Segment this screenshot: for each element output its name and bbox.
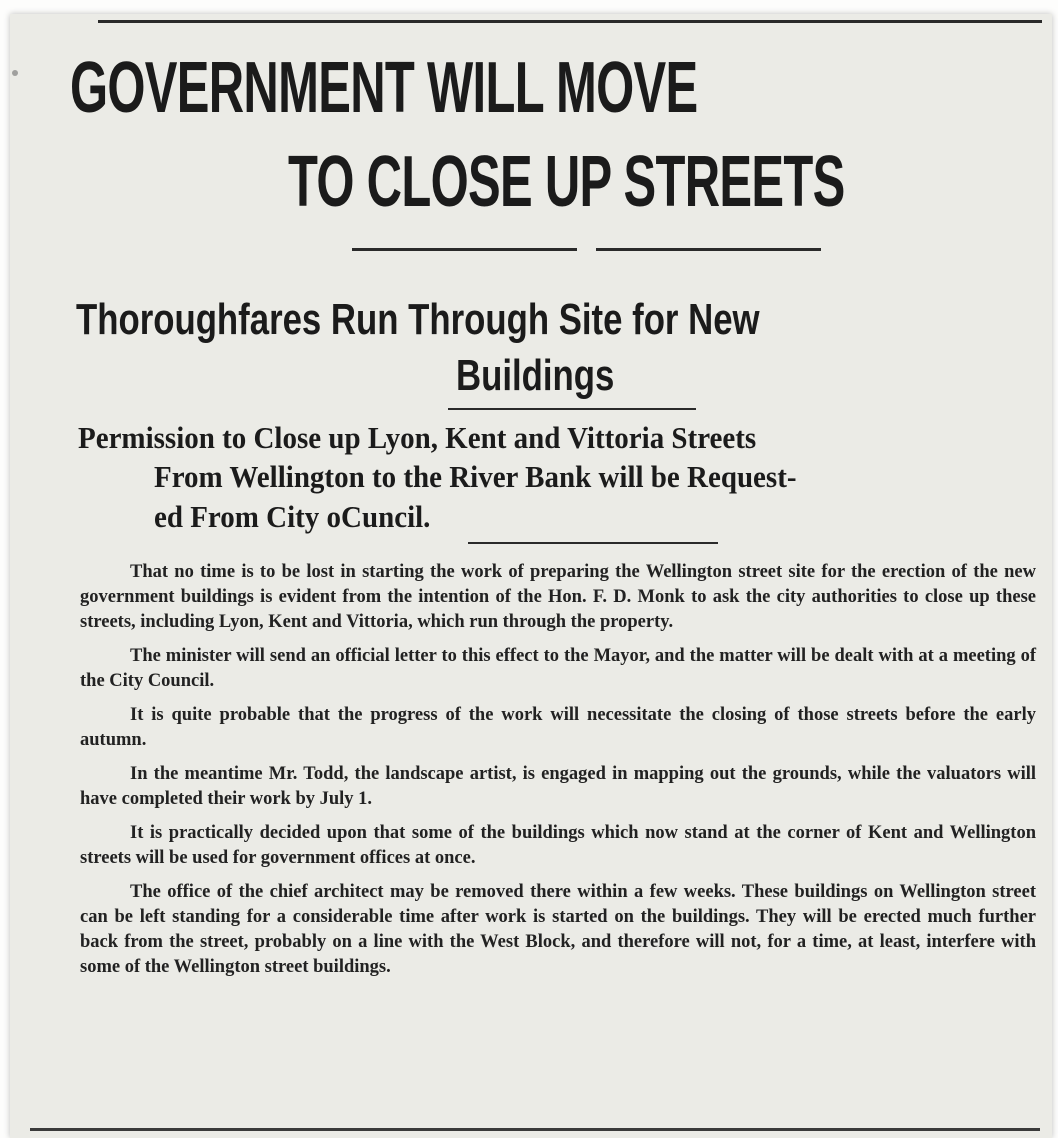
print-speck (12, 70, 18, 76)
top-rule (98, 20, 1042, 23)
headline-line-2: TO CLOSE UP STREETS (288, 142, 845, 222)
article-paragraph: The minister will send an official letter to this effect to the Mayor, and the matter will be dealt with at a meeting of the City Council. (80, 646, 1036, 691)
article-paragraph: That no time is to be lost in starting the work of preparing the Wellington street site for the erection of the new government buildings is evident from the intention of the Hon. F. D. Monk to ask the city authorities to close up these streets, including Lyon, Kent and Vittoria, which run through the property. (80, 562, 1036, 632)
article-paragraph: In the meantime Mr. Todd, the landscape artist, is engaged in mapping out the grounds, while the valuators will have completed their work by July 1. (80, 764, 1036, 809)
bottom-rule (30, 1128, 1040, 1131)
deck-line-2: From Wellington to the River Bank will be Request- (154, 459, 797, 494)
subheadline-line-1: Thoroughfares Run Through Site for New (76, 295, 760, 344)
divider-rule (352, 248, 577, 251)
article-paragraph: It is quite probable that the progress of the work will necessitate the closing of those streets before the early autumn. (80, 705, 1036, 750)
article-body (80, 560, 1036, 989)
article-paragraph: It is practically decided upon that some of the buildings which now stand at the corner of Kent and Wellington streets will be used for government offices at once. (80, 823, 1036, 868)
deck-line-3: ed From City oCuncil. (154, 499, 431, 534)
divider-rule (468, 542, 718, 544)
divider-rule (448, 408, 696, 410)
divider-rule (596, 248, 821, 251)
deck-line-1: Permission to Close up Lyon, Kent and Vittoria Streets (78, 420, 757, 455)
subheadline-line-2: Buildings (456, 351, 615, 400)
article-paragraph: The office of the chief architect may be removed there within a few weeks. These buildings on Wellington street can be left standing for a considerable time after work is started on the buildings. They will be erected much further back from the street, probably on a line with the West Block, and therefore will not, for a time, at least, interfere with some of the Wellington street buildings. (80, 882, 1036, 977)
newspaper-clipping (10, 14, 1052, 1138)
headline-line-1: GOVERNMENT WILL MOVE (70, 48, 698, 128)
